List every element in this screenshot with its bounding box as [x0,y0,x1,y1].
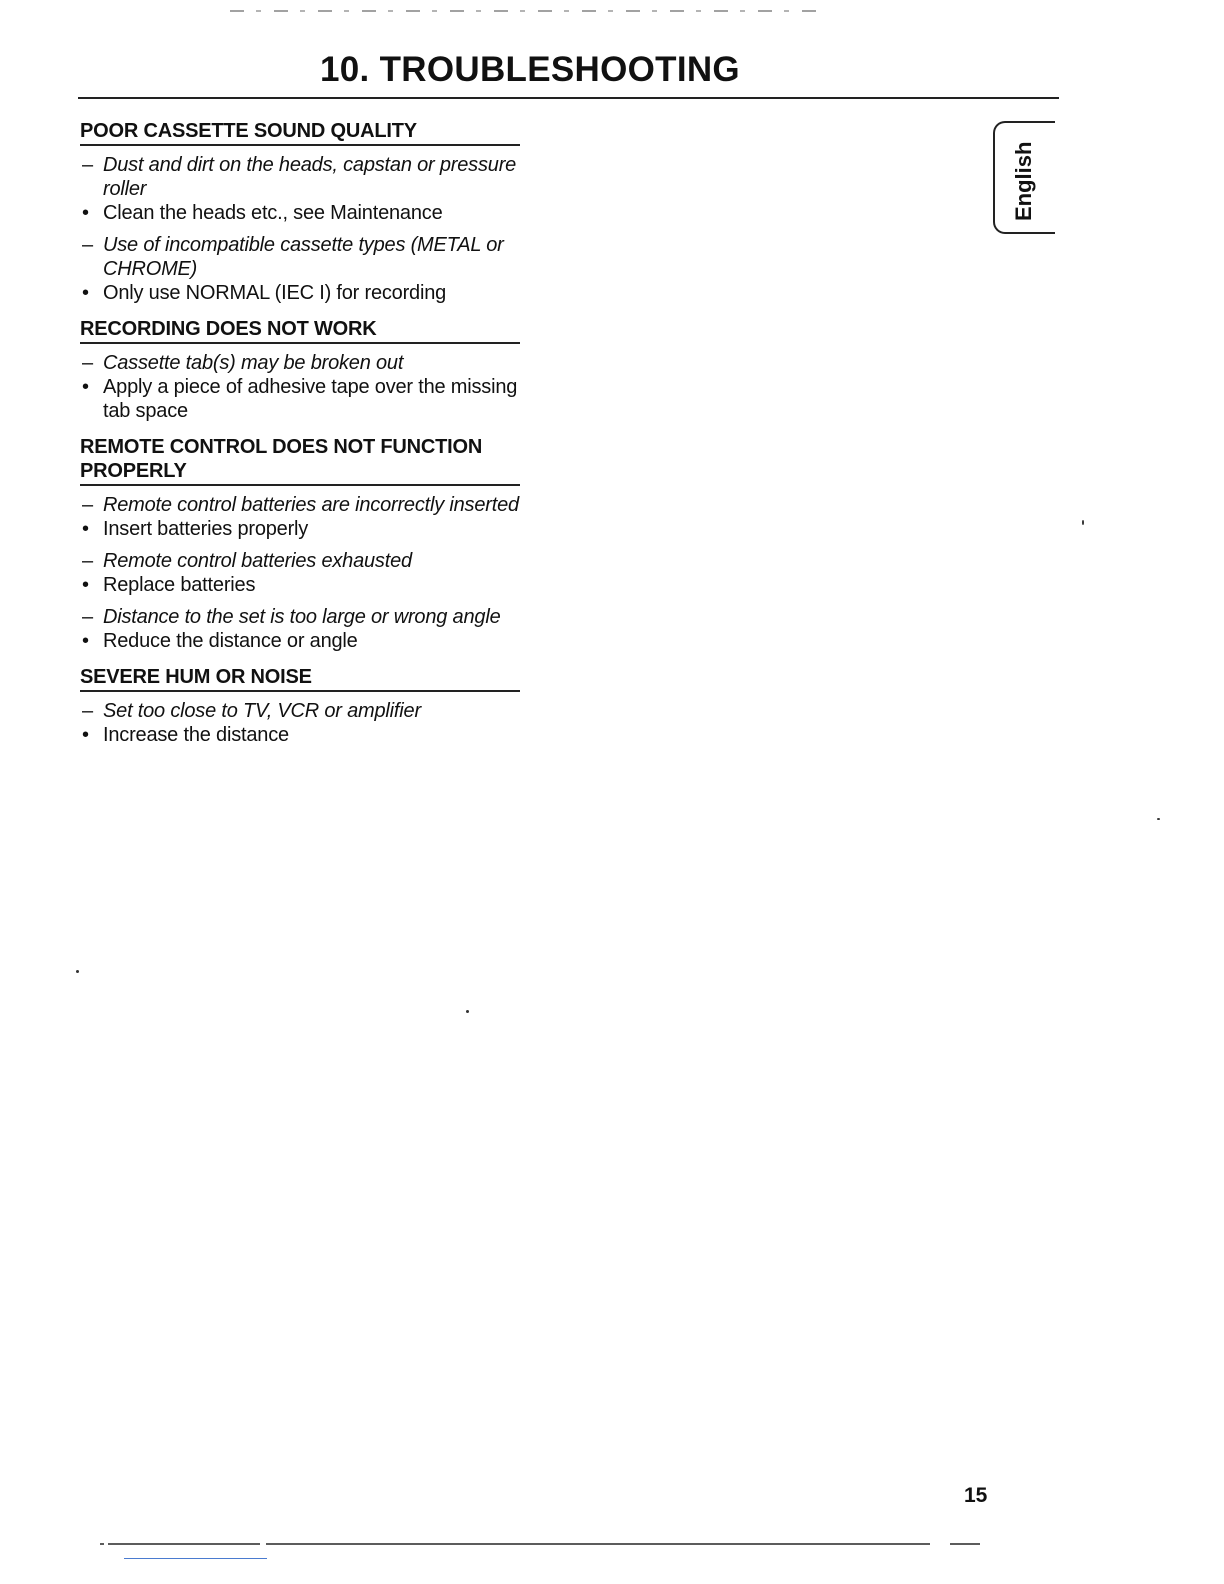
bullet-marker: • [82,518,89,540]
scan-speck [1082,520,1084,525]
troubleshooting-item [80,549,520,597]
section-severe-hum-or-noise [80,665,520,747]
troubleshooting-item [80,233,520,305]
cause-line [80,351,520,375]
section-remote-control-does-not-function [80,435,520,653]
bullet-marker: • [82,574,89,596]
troubleshooting-item [80,493,520,541]
cause-text: Set too close to TV, VCR or amplifier [103,700,421,722]
bullet-marker: • [82,724,89,746]
section-heading: RECORDING DOES NOT WORK [80,317,520,344]
dash-marker: – [82,494,93,516]
bullet-marker: • [82,376,89,398]
cause-line [80,605,520,629]
section-recording-does-not-work [80,317,520,423]
remedy-line [80,281,520,305]
bullet-marker: • [82,630,89,652]
scan-artifact-top [230,10,820,12]
cause-text: Dust and dirt on the heads, capstan or pressure roller [103,154,517,200]
scan-speck [76,970,79,973]
remedy-line [80,573,520,597]
scan-speck [1157,818,1160,820]
cause-text: Remote control batteries are incorrectly inserted [103,494,519,516]
section-poor-cassette-sound-quality [80,119,520,305]
remedy-text: Increase the distance [103,724,289,746]
dash-marker: – [82,352,93,374]
section-heading: POOR CASSETTE SOUND QUALITY [80,119,520,146]
dash-marker: – [82,700,93,722]
remedy-line [80,517,520,541]
remedy-line [80,723,520,747]
remedy-line [80,629,520,653]
troubleshooting-item [80,153,520,225]
language-tab [993,121,1059,234]
cause-text: Use of incompatible cassette types (METAL or CHROME) [103,234,504,280]
dash-marker: – [82,550,93,572]
cause-line [80,233,520,281]
bullet-marker: • [82,202,89,224]
remedy-text: Only use NORMAL (IEC I) for recording [103,282,447,304]
cause-line [80,493,520,517]
cause-text: Distance to the set is too large or wrong angle [103,606,501,628]
remedy-text: Clean the heads etc., see Maintenance [103,202,443,224]
language-tab-label: English [1011,141,1036,221]
footer-rule [100,1543,980,1545]
remedy-line [80,201,520,225]
cause-line [80,549,520,573]
cause-text: Cassette tab(s) may be broken out [103,352,404,374]
page-title: 10. TROUBLESHOOTING [320,50,740,89]
section-heading: REMOTE CONTROL DOES NOT FUNCTION PROPERLY [80,435,520,486]
bullet-marker: • [82,282,89,304]
cause-text: Remote control batteries exhausted [103,550,412,572]
section-heading: SEVERE HUM OR NOISE [80,665,520,692]
cause-line [80,153,520,201]
remedy-text: Reduce the distance or angle [103,630,358,652]
cause-line [80,699,520,723]
troubleshooting-content [80,119,520,759]
remedy-text: Insert batteries properly [103,518,309,540]
scan-speck [466,1010,469,1013]
page-number: 15 [964,1484,988,1507]
title-rule [78,97,1059,99]
remedy-text: Apply a piece of adhesive tape over the missing tab space [103,376,518,422]
dash-marker: – [82,234,93,256]
footer-accent-rule [124,1558,267,1559]
troubleshooting-item [80,351,520,423]
dash-marker: – [82,606,93,628]
remedy-text: Replace batteries [103,574,256,596]
dash-marker: – [82,154,93,176]
remedy-line [80,375,520,423]
troubleshooting-item [80,699,520,747]
troubleshooting-item [80,605,520,653]
